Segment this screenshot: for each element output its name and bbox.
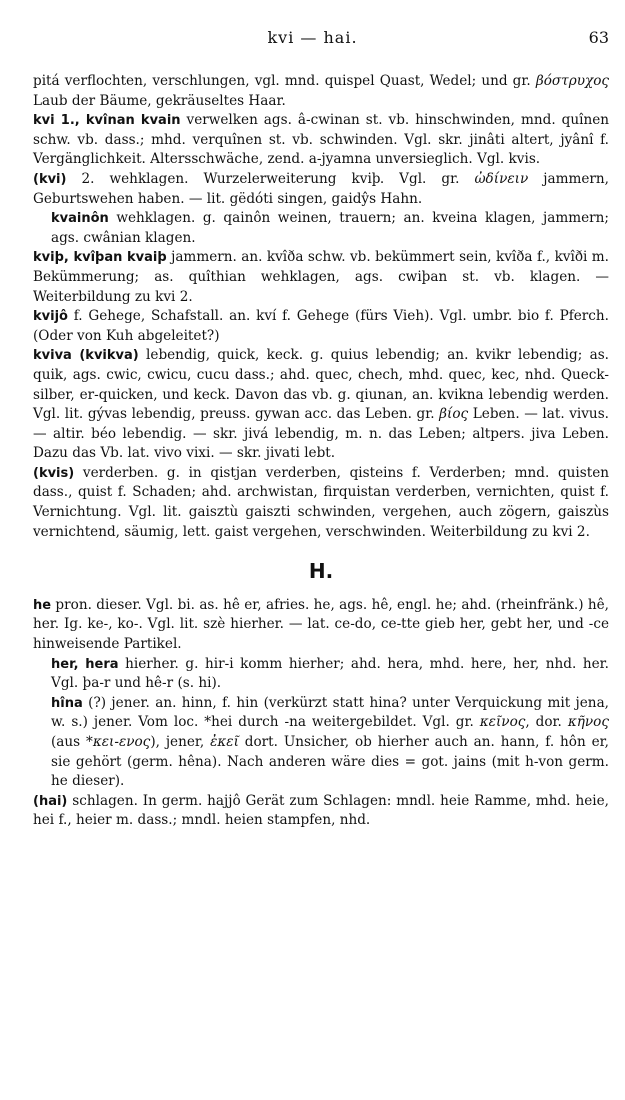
entry-text: dort. Unsicher, ob hierher auch an. hann, f. hôn er, sie gehört (germ. hêna). Nach anderen wäre dies = got. jains (mit h-von germ. he dieser).	[51, 734, 609, 790]
page-body	[33, 72, 609, 831]
entry-headword: (hai)	[33, 793, 68, 809]
dictionary-entry	[33, 307, 609, 346]
entry-headword: (kvis)	[33, 465, 75, 481]
dictionary-entry	[33, 72, 609, 111]
greek-word: βόστρυχος	[535, 73, 609, 89]
entry-text: Laub der Bäume, gekräuseltes Haar.	[33, 92, 286, 109]
entry-text: (?) jener. an. hinn, f. hin (verkürzt statt hina? unter Verquickung mit jena, w. s.) jener. Vom loc. *hei durch -na weitergebildet. Vgl. gr.	[51, 694, 609, 731]
dictionary-entry	[33, 111, 609, 170]
dictionary-entry	[33, 248, 609, 307]
entries-h	[33, 596, 609, 831]
entry-text: pitá verflochten, verschlungen, vgl. mnd. quispel Quast, Wedel; und gr.	[33, 73, 536, 89]
entry-headword: her, hera	[51, 656, 119, 672]
greek-word: ὠδίνειν	[474, 170, 529, 187]
entry-text: f. Gehege, Schafstall. an. kví f. Gehege (fürs Vieh). Vgl. umbr. bio f. Pferch. (Oder von Kuh abgeleitet?)	[33, 308, 609, 344]
page-number: 63	[588, 28, 609, 47]
entry-text: 2. wehklagen. Wurzelerweiterung kviþ. Vgl. gr.	[66, 170, 475, 187]
entry-headword: hîna	[51, 695, 83, 711]
dictionary-entry	[33, 596, 609, 655]
greek-word: ἐκεῖ	[210, 734, 239, 750]
entry-text: pron. dieser. Vgl. bi. as. hê er, afries. he, ags. hê, engl. he; ahd. (rheinfränk.) hê, her. Ig. ke-, ko-. Vgl. lit. szè hierher. — lat. ce-do, ce-tte gieb her, gebt her, und -ce hinweisende Partikel.	[33, 596, 609, 653]
dictionary-entry	[51, 209, 609, 248]
dictionary-entry	[33, 346, 609, 464]
header-title: kvi — hai.	[267, 28, 358, 47]
dictionary-entry	[51, 655, 609, 694]
entry-text: verderben. g. in qistjan verderben, qisteins f. Verderben; mnd. quisten dass., quist f. Schaden; ahd. archwistan, firquistan verderben, vernichten, quist f. Vernichtung. Vgl. lit. gaisztù gaiszti schwinden, vergehen, auch zögern, gaiszùs vernichtend, säumig, lett. gaist vergehen, verschwinden. Weiterbildung zu kvi 2.	[33, 464, 609, 540]
greek-word: βίος	[439, 406, 469, 423]
entry-text: jammern. an. kvîða schw. vb. bekümmert sein, kvîða f., kvîði m. Bekümmerung; as. quîthian wehklagen, ags. cwiþan st. vb. klagen. — Weiterbildung zu kvi 2.	[33, 249, 610, 305]
entry-headword: (kvi)	[33, 171, 67, 187]
entry-text: verwelken ags. â-cwinan st. vb. hinschwinden, mnd. quînen schw. vb. dass.; mhd. verquînen st. vb. schwinden. Vgl. skr. jinâti altert, jyânî f. Vergänglichkeit. Altersschwäche, zend. a-jyamna unversieglich. Vgl. kvis.	[33, 112, 609, 168]
running-header	[0, 28, 625, 50]
entry-text: Leben. — lat. vivus. — altir. béo lebendig. — skr. jivá lebendig, m. n. das Leben; altpers. jiva Leben. Dazu das Vb. lat. vivo vixi. — skr. jivati lebt.	[33, 406, 609, 462]
greek-word: κῆνος	[567, 714, 609, 731]
greek-word: κεῖνος	[479, 714, 526, 731]
entry-text: ), jener,	[150, 734, 211, 750]
entry-headword: kvijô	[33, 309, 68, 325]
dictionary-entry	[33, 792, 609, 831]
entry-text: wehklagen. g. qainôn weinen, trauern; an. kveina klagen, jammern; ags. cwânian klagen.	[51, 210, 609, 246]
entry-headword: kviva (kvikva)	[33, 348, 139, 364]
entry-text: lebendig, quick, keck. g. quius lebendig; an. kvikr lebendig; as. quik, ags. cwic, cwicu, cucu dass.; ahd. quec, chech, mhd. quec, kec, nhd. Queck-silber, er-quicken, und keck. Davon das vb. g. qiunan, an. kvikna lebendig werden. Vgl. lit. gývas lebendig, preuss. gywan acc. das Leben. gr.	[33, 347, 610, 423]
entry-text: (aus *	[51, 734, 93, 750]
dictionary-entry	[33, 464, 609, 542]
greek-word: κει-ενος	[92, 734, 151, 750]
section-heading: H.	[308, 559, 334, 584]
entry-headword: kvainôn	[51, 211, 109, 227]
entry-text: hierher. g. hir-i komm hierher; ahd. hera, mhd. here, her, nhd. her. Vgl. þa-r und hê-r (s. hi).	[51, 655, 609, 692]
dictionary-entry	[33, 170, 609, 209]
entry-headword: he	[33, 597, 52, 613]
entry-text: , dor.	[525, 714, 568, 731]
entry-headword: kvi 1., kvînan kvain	[33, 113, 181, 129]
entry-text: jammern, Geburtswehen haben. — lit. gëdóti singen, gaidŷs Hahn.	[33, 170, 609, 207]
entry-headword: kviþ, kvîþan kvaiþ	[33, 250, 167, 266]
entry-text: schlagen. In germ. hajjô Gerät zum Schlagen: mndl. heie Ramme, mhd. heie, hei f., heier m. dass.; mndl. heien stampfen, nhd.	[33, 792, 609, 829]
entries-kvi	[33, 72, 609, 542]
dictionary-entry	[51, 694, 609, 792]
